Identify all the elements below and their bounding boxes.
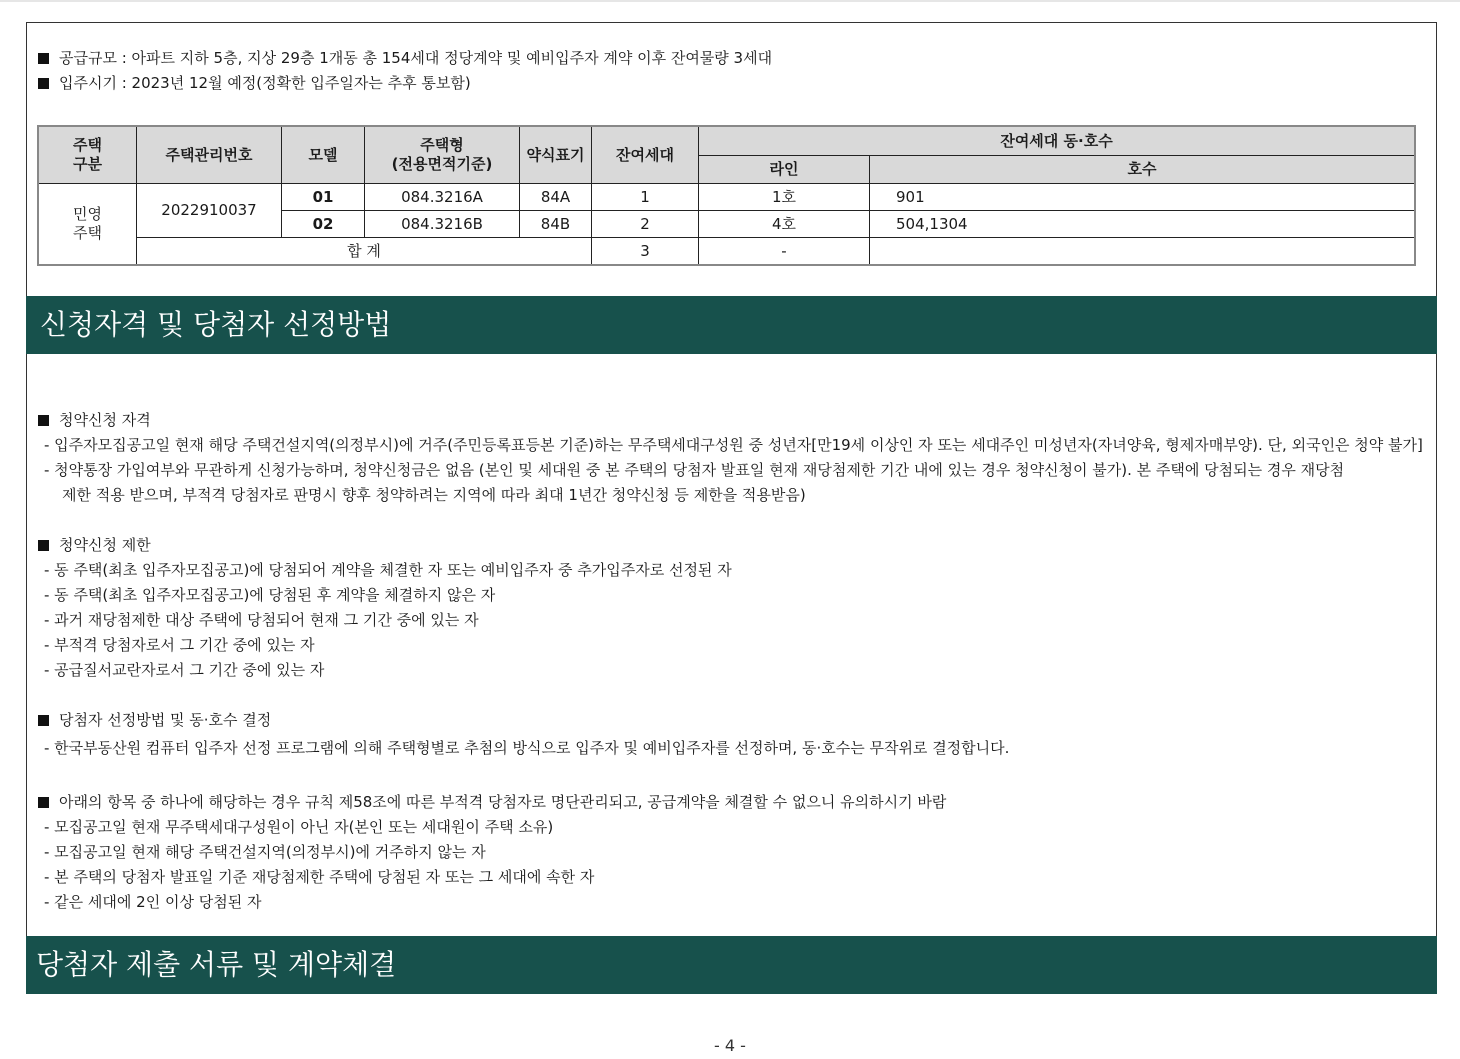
cell-mgmt-no: 2022910037 [137,184,282,238]
list-item-continuation: 제한 적용 받으며, 부적격 당첨자로 판명시 향후 청약하려는 지역에 따라 최대 1년간 청약신청 등 제한을 적용받음) [62,486,806,504]
square-bullet-icon [38,715,49,726]
header-short-label: 약식표기 [520,127,592,184]
list-item: - 한국부동산원 컴퓨터 입주자 선정 프로그램에 의해 주택형별로 추첨의 방식으로 입주자 및 예비입주자를 선정하며, 동·호수는 무작위로 결정합니다. [44,739,1010,757]
header-remaining: 잔여세대 [592,127,699,184]
cell-group-label: 민영 주택 [39,184,137,265]
cell-units: 901 [870,184,1415,211]
header-remaining-units: 잔여세대 동·호수 [699,127,1415,156]
ineligible-title: 아래의 항목 중 하나에 해당하는 경우 규칙 제58조에 따른 부적격 당첨자로 명단관리되고, 공급계약을 체결할 수 없으니 유의하시기 바람 [38,792,946,812]
square-bullet-icon [38,797,49,808]
list-item: - 입주자모집공고일 현재 해당 주택건설지역(의정부시)에 거주(주민등록표등본 기준)하는 무주택세대구성원 중 성년자[만19세 이상인 자 또는 세대주인 미성년자(자녀양육, 형제자매부양). 단, 외국인은 청약 불가] [44,436,1423,454]
cell-model: 02 [282,211,365,238]
list-item: - 동 주택(최초 입주자모집공고)에 당첨되어 계약을 체결한 자 또는 예비입주자 중 추가입주자로 선정된 자 [44,561,732,579]
square-bullet-icon [38,415,49,426]
list-item: - 동 주택(최초 입주자모집공고)에 당첨된 후 계약을 체결하지 않은 자 [44,586,496,604]
list-item: - 같은 세대에 2인 이상 당첨된 자 [44,893,262,911]
section-title-documents: 당첨자 제출 서류 및 계약체결 [26,936,1437,994]
cell-total-remaining: 3 [592,238,699,265]
square-bullet-icon [38,53,49,64]
header-house-form: 주택형 (전용면적기준) [365,127,520,184]
list-item: - 모집공고일 현재 해당 주택건설지역(의정부시)에 거주하지 않는 자 [44,843,486,861]
list-item: - 모집공고일 현재 무주택세대구성원이 아닌 자(본인 또는 세대원이 주택 소유) [44,818,554,836]
move-in-text: 입주시기 : 2023년 12월 예정(정확한 입주일자는 추후 통보함) [59,74,471,92]
cell-line: 4호 [699,211,870,238]
list-item: - 공급질서교란자로서 그 기간 중에 있는 자 [44,661,325,679]
cell-total-line: - [699,238,870,265]
cell-line: 1호 [699,184,870,211]
cell-short: 84B [520,211,592,238]
selection-title: 당첨자 선정방법 및 동·호수 결정 [38,710,271,730]
square-bullet-icon [38,78,49,89]
supply-scale-line [38,48,772,68]
cell-total-units [870,238,1415,265]
restriction-title: 청약신청 제한 [38,535,151,555]
cell-remaining: 1 [592,184,699,211]
table-row [39,184,1415,211]
page-number: - 4 - [714,1036,746,1055]
eligibility-title: 청약신청 자격 [38,410,151,430]
supply-scale-text: 공급규모 : 아파트 지하 5층, 지상 29층 1개동 총 154세대 정당계약 및 예비입주자 계약 이후 잔여물량 3세대 [59,49,773,67]
cell-house-form: 084.3216B [365,211,520,238]
header-unit-no: 호수 [870,156,1415,184]
cell-total-label: 합 계 [137,238,592,265]
list-item: - 부적격 당첨자로서 그 기간 중에 있는 자 [44,636,315,654]
remaining-units-table [38,126,1415,265]
list-item: - 과거 재당첨제한 대상 주택에 당첨되어 현재 그 기간 중에 있는 자 [44,611,479,629]
cell-model: 01 [282,184,365,211]
list-item: - 청약통장 가입여부와 무관하게 신청가능하며, 청약신청금은 없음 (본인 및 세대원 중 본 주택의 당첨자 발표일 현재 재당첨제한 기간 내에 있는 경우 청약신청이 불가). 본 주택에 당첨되는 경우 재당첨 [44,461,1345,479]
square-bullet-icon [38,540,49,551]
header-model: 모델 [282,127,365,184]
move-in-line [38,73,471,93]
cell-short: 84A [520,184,592,211]
cell-house-form: 084.3216A [365,184,520,211]
header-line: 라인 [699,156,870,184]
header-house-type: 주택 구분 [39,127,137,184]
cell-remaining: 2 [592,211,699,238]
list-item: - 본 주택의 당첨자 발표일 기준 재당첨제한 주택에 당첨된 자 또는 그 세대에 속한 자 [44,868,595,886]
header-mgmt-no: 주택관리번호 [137,127,282,184]
table-total-row [39,238,1415,265]
section-title-eligibility: 신청자격 및 당첨자 선정방법 [26,296,1437,354]
top-border-line [0,0,1460,2]
cell-units: 504,1304 [870,211,1415,238]
